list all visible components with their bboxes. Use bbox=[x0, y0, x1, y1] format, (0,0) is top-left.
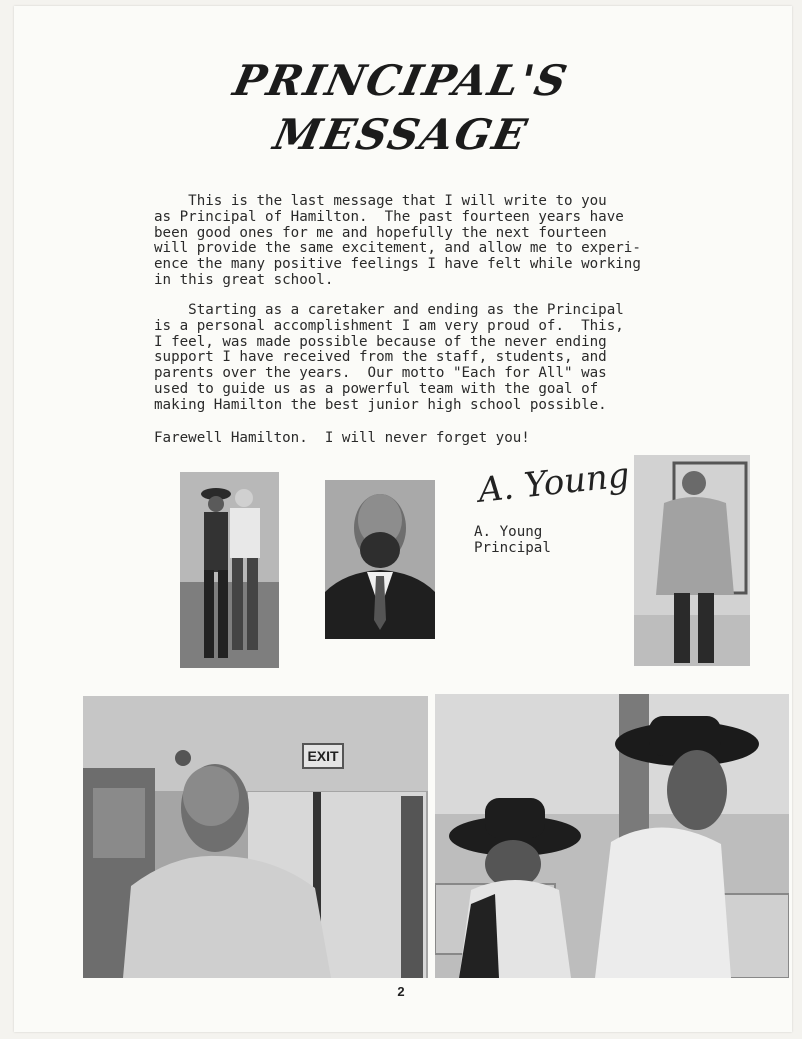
photo-man-in-parka bbox=[634, 455, 750, 666]
photo-man-near-exit-art bbox=[83, 696, 428, 978]
message-paragraph-3: Farewell Hamilton. I will never forget you! bbox=[154, 430, 530, 446]
page-title-line-1: PRINCIPAL'S bbox=[229, 56, 573, 105]
signature-script: A. Young bbox=[476, 455, 632, 511]
photo-dancing-couple bbox=[180, 472, 279, 668]
photo-dancing-couple-art bbox=[180, 472, 279, 668]
signature-name: A. Young bbox=[474, 524, 543, 540]
signature-title: Principal bbox=[474, 540, 551, 556]
photo-principal-portrait-art bbox=[325, 480, 435, 639]
photo-men-in-cowboy-hats-art bbox=[435, 694, 789, 978]
photo-man-near-exit bbox=[83, 696, 428, 978]
message-paragraph-1: This is the last message that I will write to you as Principal of Hamilton. The past fourteen years have been good ones for me and hopefully the next fourteen will provide the same excitement, and allow me to experi- ence the many positive feelings I have felt while working in this great school. bbox=[154, 193, 641, 288]
photo-man-in-parka-art bbox=[634, 455, 750, 666]
message-paragraph-2: Starting as a caretaker and ending as the Principal is a personal accomplishment I am very proud of. This, I feel, was made possible because of the never ending support I have received from the staff, students, and parents over the years. Our motto "Each for All" was used to guide us as a powerful team with the goal of making Hamilton the best junior high school possible. bbox=[154, 302, 624, 413]
exit-sign: EXIT bbox=[302, 743, 344, 769]
photo-men-in-cowboy-hats bbox=[435, 694, 789, 978]
page-number: 2 bbox=[397, 984, 405, 999]
photo-principal-portrait bbox=[325, 480, 435, 639]
page-title-line-2: MESSAGE bbox=[269, 110, 533, 159]
